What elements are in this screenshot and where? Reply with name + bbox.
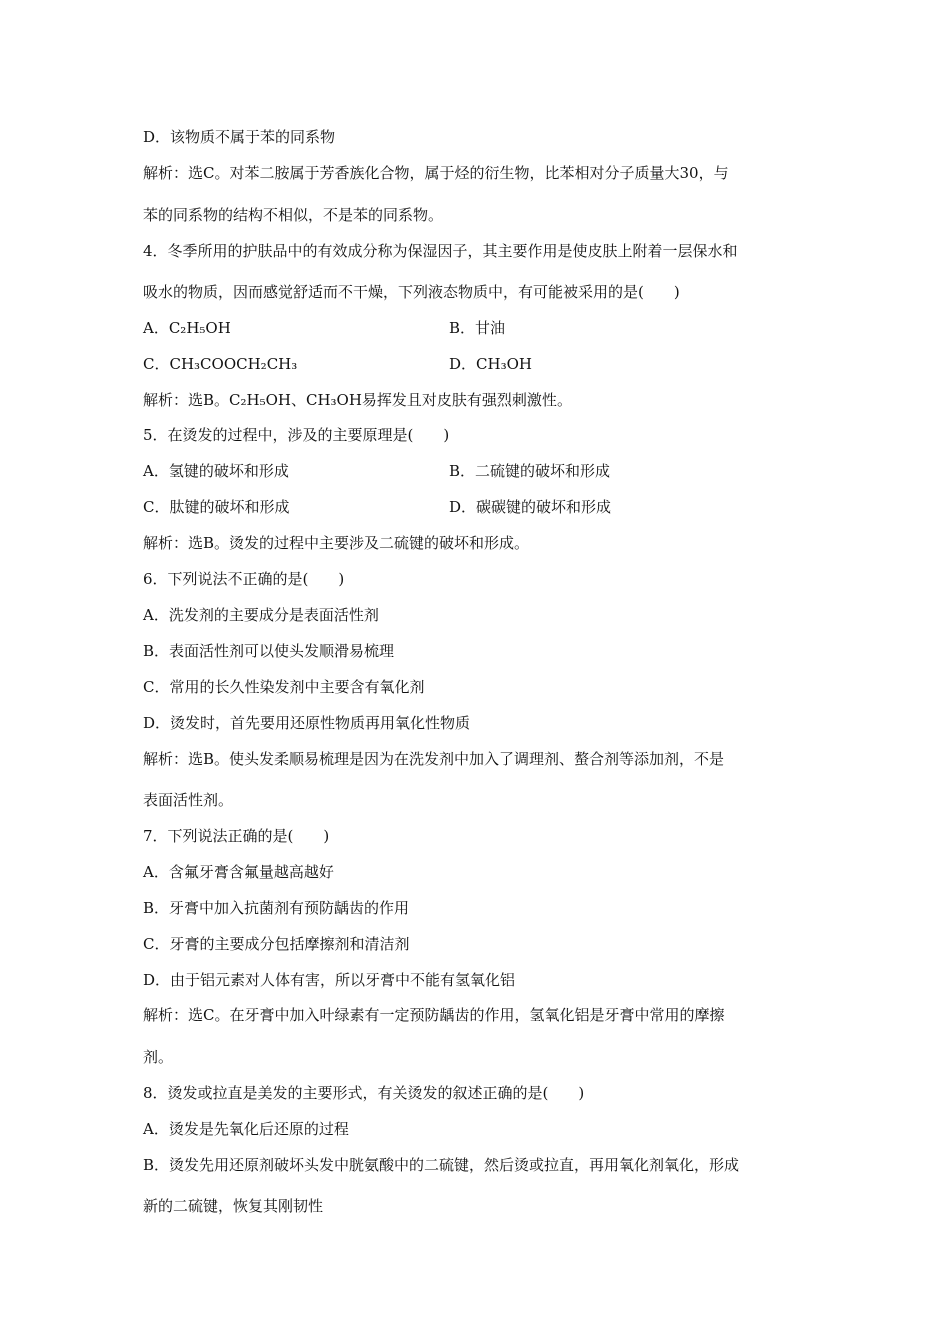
explanation-q6-line2: 表面活性剂。	[143, 791, 234, 809]
q6-option-b: B．表面活性剂可以使头发顺滑易梳理	[143, 642, 395, 660]
explanation-q3-line1: 解析：选C。对苯二胺属于芳香族化合物，属于烃的衍生物，比苯相对分子质量大30，与	[143, 164, 729, 182]
q7-option-a: A．含氟牙膏含氟量越高越好	[143, 863, 334, 881]
explanation-q4: 解析：选B。C₂H₅OH、CH₃OH易挥发且对皮肤有强烈刺激性。	[143, 391, 572, 409]
q5-option-a: A．氢键的破坏和形成	[143, 462, 289, 480]
q6-option-d: D．烫发时，首先要用还原性物质再用氧化性物质	[143, 714, 471, 732]
q8-option-b-line2: 新的二硫键，恢复其刚韧性	[143, 1197, 324, 1215]
explanation-q5: 解析：选B。烫发的过程中主要涉及二硫键的破坏和形成。	[143, 534, 530, 552]
question-8: 8．烫发或拉直是美发的主要形式，有关烫发的叙述正确的是( )	[143, 1084, 585, 1102]
q7-option-d: D．由于铝元素对人体有害，所以牙膏中不能有氢氧化铝	[143, 971, 516, 989]
question-6: 6．下列说法不正确的是( )	[143, 570, 345, 588]
q5-option-d: D．碳碳键的破坏和形成	[449, 498, 612, 516]
explanation-q3-line2: 苯的同系物的结构不相似，不是苯的同系物。	[143, 206, 444, 224]
q5-option-b: B．二硫键的破坏和形成	[449, 462, 611, 480]
q7-option-b: B．牙膏中加入抗菌剂有预防龋齿的作用	[143, 899, 410, 917]
q7-option-c: C．牙膏的主要成分包括摩擦剂和清洁剂	[143, 935, 410, 953]
q8-option-a: A．烫发是先氧化后还原的过程	[143, 1120, 349, 1138]
question-7: 7．下列说法正确的是( )	[143, 827, 330, 845]
q4-option-d: D．CH₃OH	[449, 355, 532, 373]
q8-option-b-line1: B．烫发先用还原剂破坏头发中胱氨酸中的二硫键，然后烫或拉直，再用氧化剂氧化，形成	[143, 1156, 740, 1174]
q6-option-a: A．洗发剂的主要成分是表面活性剂	[143, 606, 379, 624]
question-4-line2: 吸水的物质，因而感觉舒适而不干燥，下列液态物质中，有可能被采用的是( )	[143, 283, 680, 301]
q4-option-b: B．甘油	[449, 319, 506, 337]
question-5: 5．在烫发的过程中，涉及的主要原理是( )	[143, 426, 450, 444]
q4-option-c: C．CH₃COOCH₂CH₃	[143, 355, 298, 373]
option-d-q3: D．该物质不属于苯的同系物	[143, 128, 336, 146]
explanation-q7-line1: 解析：选C。在牙膏中加入叶绿素有一定预防龋齿的作用，氢氧化铝是牙膏中常用的摩擦	[143, 1006, 725, 1024]
explanation-q6-line1: 解析：选B。使头发柔顺易梳理是因为在洗发剂中加入了调理剂、螯合剂等添加剂，不是	[143, 750, 725, 768]
q4-option-a: A．C₂H₅OH	[143, 319, 231, 337]
question-4-line1: 4．冬季所用的护肤品中的有效成分称为保湿因子，其主要作用是使皮肤上附着一层保水和	[143, 242, 738, 260]
q6-option-c: C．常用的长久性染发剂中主要含有氧化剂	[143, 678, 425, 696]
explanation-q7-line2: 剂。	[143, 1048, 174, 1066]
q5-option-c: C．肽键的破坏和形成	[143, 498, 290, 516]
